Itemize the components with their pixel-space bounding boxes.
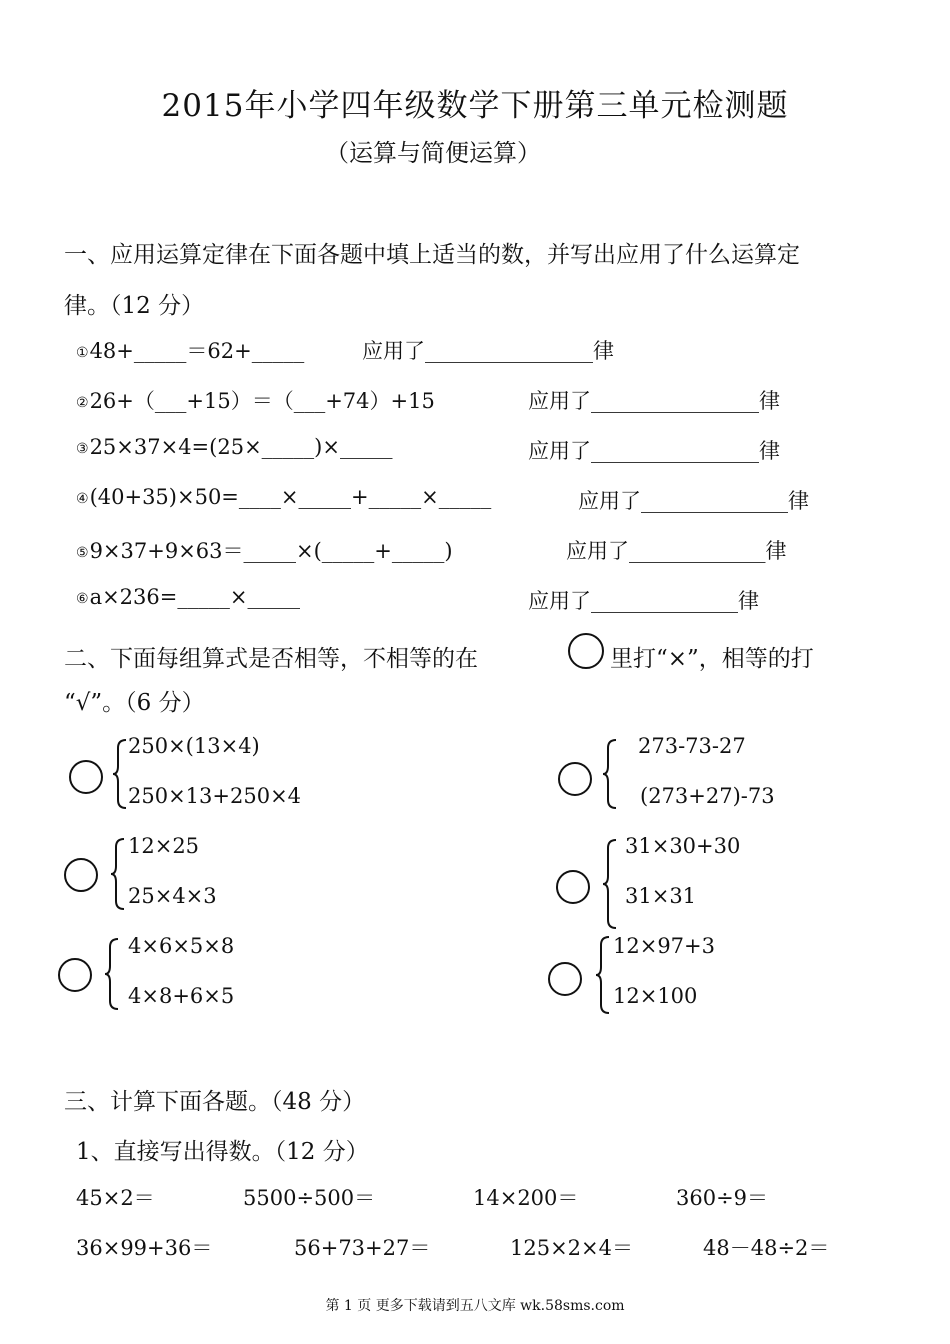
section3-sub1: 1、直接写出得数。（12 分） [76,1139,369,1165]
calc-r2-c4: 48－48÷2＝ [703,1236,830,1260]
answer-circle[interactable] [548,962,582,996]
s1-item-5-applied: 应用了_____________律 [566,539,787,563]
item-number: ④ [76,491,89,507]
s1-item-5 [76,535,453,565]
group3-top: 12×25 [128,834,200,858]
group1-bottom: 250×13+250×4 [128,784,302,808]
item-number: ⑥ [76,591,89,607]
item-expression: 25×37×4=(25×_____)×_____ [89,435,393,459]
calc-r2-c1: 36×99+36＝ [76,1236,213,1260]
group6-top: 12×97+3 [613,934,715,958]
section1-heading-line1: 一、应用运算定律在下面各题中填上适当的数，并写出应用了什么运算定 [64,242,800,268]
section1-heading-line2: 律。（12 分） [64,293,205,319]
item-expression: a×236=_____×_____ [89,585,300,609]
group4-top: 31×30+30 [625,834,741,858]
s1-item-4-applied: 应用了______________律 [578,489,809,513]
s1-item-6-applied: 应用了______________律 [528,589,759,613]
s1-item-3 [76,435,392,459]
s1-item-2-applied: 应用了________________律 [528,389,780,413]
item-number: ③ [76,441,89,457]
section2-heading-line2: “√”。（6 分） [64,690,205,716]
item-expression: (40+35)×50=____×_____+_____×_____ [89,485,492,509]
calc-r1-c4: 360÷9＝ [676,1186,769,1210]
item-number: ① [76,345,89,361]
s1-item-3-applied: 应用了________________律 [528,439,780,463]
left-brace-icon [104,937,120,1011]
answer-circle-icon [568,633,604,669]
s1-item-2 [76,385,435,415]
s1-item-4 [76,485,491,509]
calc-r2-c2: 56+73+27＝ [294,1236,431,1260]
group1-top: 250×(13×4) [128,734,260,758]
group5-bottom: 4×8+6×5 [128,984,235,1008]
group5-top: 4×6×5×8 [128,934,235,958]
answer-circle[interactable] [558,762,592,796]
answer-circle[interactable] [64,858,98,892]
page-title: 2015年小学四年级数学下册第三单元检测题 [161,88,789,124]
section2-heading-part1: 二、下面每组算式是否相等，不相等的在 [64,646,478,672]
page-footer: 第 1 页 更多下载请到五八文库 wk.58sms.com [325,1298,625,1314]
section3-heading: 三、计算下面各题。（48 分） [64,1089,366,1115]
left-brace-icon [602,738,618,810]
group2-bottom: (273+27)-73 [640,784,775,808]
group2-top: 273-73-27 [638,734,746,758]
calc-r1-c2: 5500÷500＝ [243,1186,376,1210]
calc-r1-c1: 45×2＝ [76,1186,155,1210]
group6-bottom: 12×100 [613,984,698,1008]
item-expression: 9×37+9×63＝_____×(_____+_____) [89,539,453,563]
answer-circle[interactable] [69,760,103,794]
left-brace-icon [110,837,126,911]
s1-item-6 [76,585,300,609]
section2-heading-part2: 里打“×”，相等的打 [610,646,814,672]
calc-r2-c3: 125×2×4＝ [510,1236,633,1260]
answer-circle[interactable] [556,870,590,904]
item-expression: 48+_____＝62+_____ [89,339,305,363]
s1-item-1-applied: 应用了________________律 [362,339,614,363]
calc-r1-c3: 14×200＝ [473,1186,579,1210]
item-number: ⑤ [76,545,89,561]
s1-item-1 [76,335,304,365]
item-expression: 26+（___+15）＝（___+74）+15 [89,389,435,413]
item-number: ② [76,395,89,411]
answer-circle[interactable] [58,958,92,992]
left-brace-icon [112,738,128,810]
left-brace-icon [595,935,611,1015]
page-subtitle: （运算与简便运算） [325,139,541,167]
group3-bottom: 25×4×3 [128,884,217,908]
group4-bottom: 31×31 [625,884,697,908]
left-brace-icon [602,838,618,930]
